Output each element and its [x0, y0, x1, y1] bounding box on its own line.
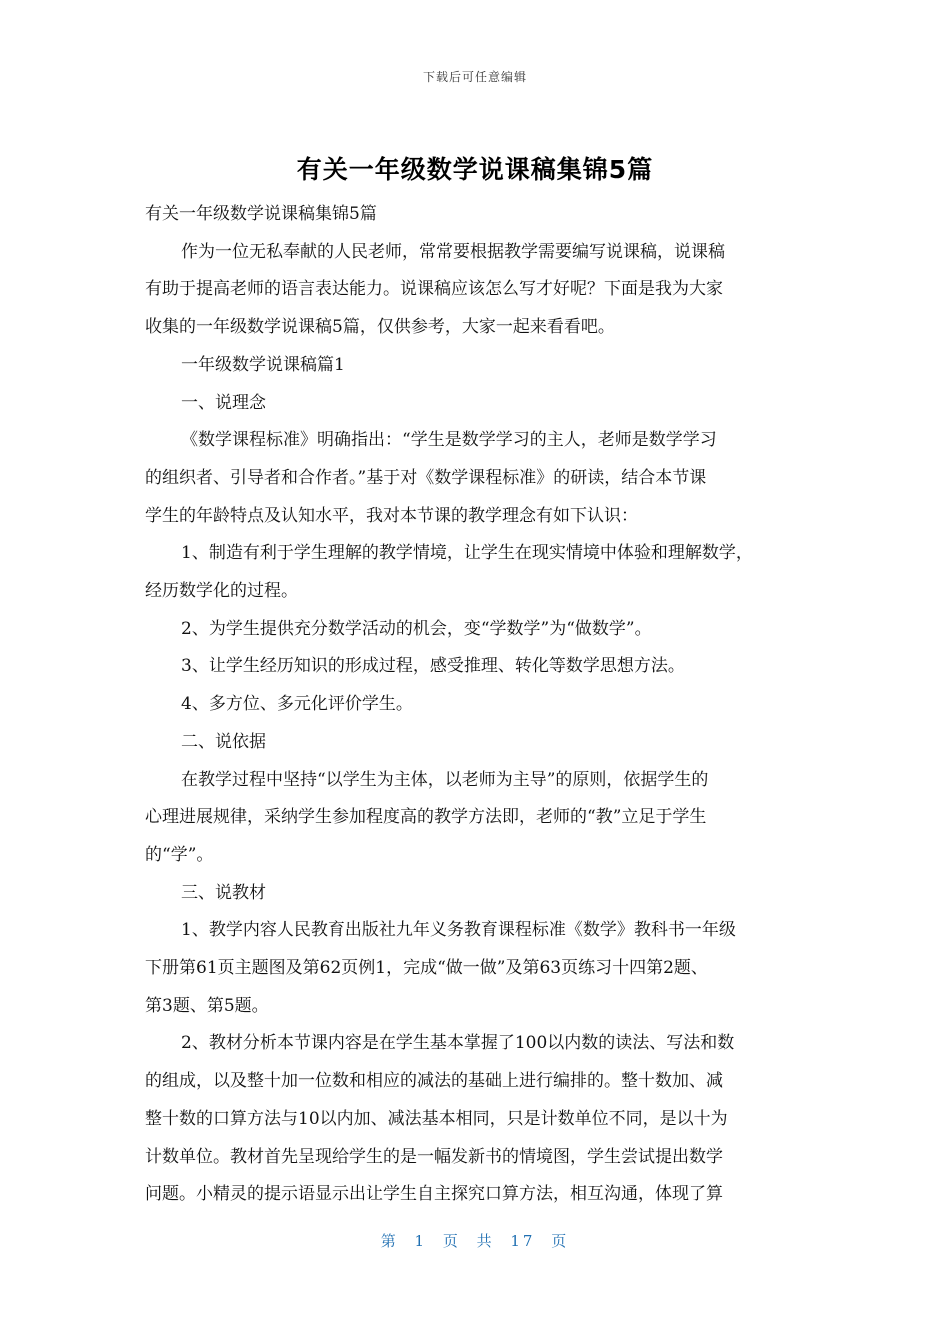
- document-title: 有关一年级数学说课稿集锦5篇: [296, 155, 654, 184]
- page-number: 第 1 页 共 17 页: [380, 1232, 570, 1250]
- list-item: 1、教学内容人民教育出版社九年义务教育课程标准《数学》教科书一年级 下册第61页主题图及第62页例1，完成“做一做”及第63页练习十四第2题、 第3题、第5题。: [145, 920, 736, 1016]
- section-heading: 二、说依据: [181, 731, 266, 752]
- paragraph-intro: 作为一位无私奉献的人民老师，常常要根据教学需要编写说课稿，说课稿 有助于提高老师的语言表达能力。说课稿应该怎么写才好呢？下面是我为大家 收集的一年级数学说课稿5篇，仅供参考，大家一起来看看吧。: [145, 241, 725, 338]
- document-body: [145, 196, 815, 1214]
- list-item: 1、制造有利于学生理解的教学情境，让学生在现实情境中体验和理解数学， 经历数学化的过程。: [145, 543, 753, 602]
- list-item: 4、多方位、多元化评价学生。: [181, 694, 413, 715]
- list-item: 2、为学生提供充分数学活动的机会，变“学数学”为“做数学”。: [181, 618, 652, 639]
- paragraph: 《数学课程标准》明确指出：“学生是数学学习的主人，老师是数学学习 的组织者、引导者和合作者。”基于对《数学课程标准》的研读，结合本节课 学生的年龄特点及认知水平，我对本节课的教学理念有如下认识：: [145, 430, 717, 526]
- section-heading: 一、说理念: [181, 392, 266, 413]
- section-heading: 三、说教材: [181, 882, 266, 903]
- paragraph-subtitle: 有关一年级数学说课稿集锦5篇: [145, 204, 377, 224]
- list-item: 2、教材分析本节课内容是在学生基本掌握了100以内数的读法、写法和数 的组成，以及整十加一位数和相应的减法的基础上进行编排的。整十数加、减 整十数的口算方法与10以内加、减法基本相同，只是计数单位不同，是以十为 计数单位。教材首先呈现给学生的是一幅发新书的情境图，学生尝试提出数学 问题。小精灵的提示语显示出让学生自主探究口算方法，相互沟通，体现了算: [145, 1033, 735, 1205]
- paragraph: 在教学过程中坚持“以学生为主体，以老师为主导”的原则，依据学生的 心理进展规律，采纳学生参加程度高的教学方法即，老师的“教”立足于学生 的“学”。: [145, 769, 709, 865]
- list-item: 3、让学生经历知识的形成过程，感受推理、转化等数学思想方法。: [181, 656, 685, 677]
- page-header-note: 下载后可任意编辑: [422, 70, 527, 84]
- section-heading: 一年级数学说课稿篇1: [181, 354, 345, 375]
